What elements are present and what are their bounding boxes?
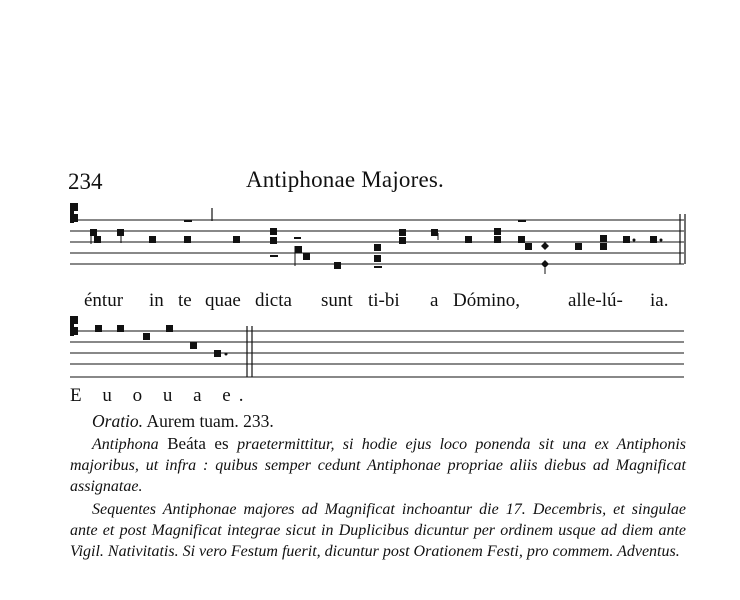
rubric-paragraph-2 xyxy=(70,499,686,562)
rubric-beata: Beáta es xyxy=(158,434,238,453)
euouae-text: E u o u a e. xyxy=(70,385,252,406)
oratio-text: Aurem tuam. 233. xyxy=(143,411,274,431)
page-number: 234 xyxy=(68,169,103,194)
oratio-label: Oratio. xyxy=(92,411,144,431)
lyric-syllable: éntur xyxy=(84,290,124,311)
lyric-syllable: dicta xyxy=(255,290,292,311)
lyric-syllable: te xyxy=(178,290,192,311)
lyric-syllable: a xyxy=(430,290,439,311)
rubric-antiphona: Antiphona xyxy=(92,436,159,453)
rubric-text: Sequentes Antiphonae majores ad Magnificat inchoantur die 17. Decembris, et singulae ante et post Magnificat integrae sicut in Duplicibus dicuntur per ordinem usque ad diem ante Vigil. Nativitatis. Si vero Festum fuerit, dicuntur post Orationem Festi, pro commem. Adventus. xyxy=(70,501,686,560)
lyric-syllable: sunt xyxy=(321,290,353,311)
page-title: Antiphonae Majores. xyxy=(246,167,444,192)
lyric-syllable: in xyxy=(149,290,164,311)
do-clef-icon xyxy=(70,316,78,336)
lyric-syllable: Dómino, xyxy=(453,290,521,311)
lyric-syllable: ia. xyxy=(650,290,669,311)
oratio-line xyxy=(92,410,274,432)
rubric-text: praetermittitur, si hodie ejus loco ponenda sit una ex Antiphonis majoribus, ut infra : quibus semper cedunt Antiphonae propriae aliis diebus ad Magnificat assignatae. xyxy=(70,436,686,495)
lyric-syllable: quae xyxy=(205,290,241,311)
lyric-syllable: ti-bi xyxy=(368,290,400,311)
rubric-paragraph-1 xyxy=(70,433,686,497)
lyric-syllable: alle-lú- xyxy=(568,290,623,311)
